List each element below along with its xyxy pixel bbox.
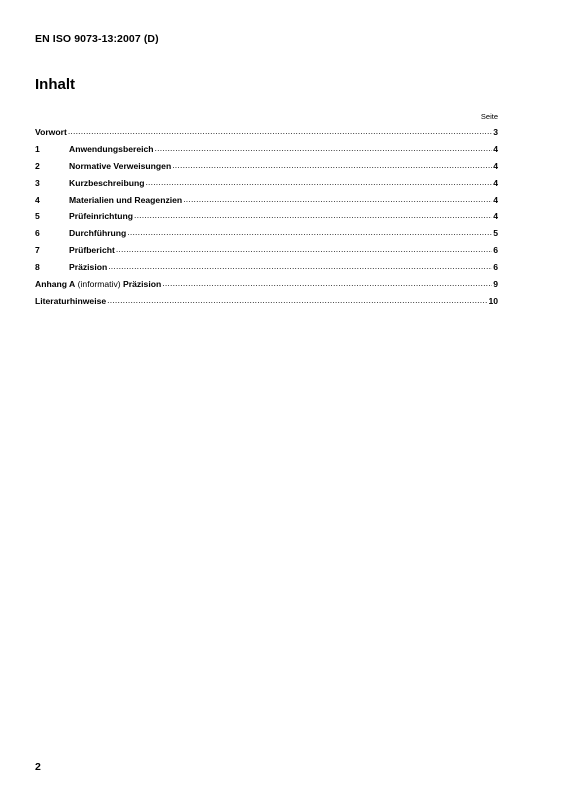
toc-leader-dots bbox=[162, 278, 492, 288]
toc-leader-dots bbox=[155, 143, 493, 153]
toc-entry-number: 8 bbox=[35, 262, 40, 273]
toc-entry-title: Materialien und Reagenzien bbox=[69, 194, 183, 205]
toc-entry-2[interactable] bbox=[35, 161, 498, 178]
toc-leader-dots bbox=[108, 261, 492, 271]
toc-entry-page: 4 bbox=[493, 143, 498, 154]
toc-annex-label: Anhang A bbox=[35, 279, 76, 290]
toc-entry-page: 4 bbox=[493, 194, 498, 205]
toc-entry-page: 4 bbox=[493, 160, 498, 171]
toc-entry-page: 5 bbox=[493, 228, 498, 239]
toc-leader-dots bbox=[107, 295, 487, 305]
toc-entry-6[interactable] bbox=[35, 228, 498, 245]
toc-entry-title: Durchführung bbox=[69, 228, 127, 239]
toc-entry-title bbox=[35, 279, 161, 289]
toc-entry-number: 6 bbox=[35, 228, 40, 239]
toc-entry-number: 4 bbox=[35, 194, 40, 205]
table-of-contents bbox=[35, 127, 498, 313]
toc-leader-dots bbox=[145, 177, 492, 187]
page-number: 2 bbox=[35, 761, 41, 773]
toc-entry-vorwort[interactable] bbox=[35, 127, 498, 144]
document-header: EN ISO 9073-13:2007 (D) bbox=[35, 33, 159, 45]
toc-title: Inhalt bbox=[35, 76, 75, 93]
toc-entry-page: 6 bbox=[493, 262, 498, 273]
toc-entry-title: Vorwort bbox=[35, 127, 67, 137]
toc-leader-dots bbox=[68, 126, 492, 136]
toc-entry-page: 6 bbox=[493, 245, 498, 256]
toc-entry-number: 3 bbox=[35, 177, 40, 188]
toc-leader-dots bbox=[172, 160, 492, 170]
toc-annex-informative: (informativ) bbox=[75, 279, 124, 290]
toc-entry-7[interactable] bbox=[35, 245, 498, 262]
toc-entry-title: Prüfbericht bbox=[69, 245, 115, 256]
toc-leader-dots bbox=[183, 194, 492, 204]
toc-entry-page: 4 bbox=[493, 177, 498, 188]
toc-entry-title: Literaturhinweise bbox=[35, 295, 107, 306]
toc-entry-number: 2 bbox=[35, 160, 40, 171]
toc-entry-page: 3 bbox=[493, 127, 498, 137]
toc-entry-title: Normative Verweisungen bbox=[69, 160, 172, 171]
toc-entry-number: 5 bbox=[35, 211, 40, 222]
toc-entry-number: 7 bbox=[35, 245, 40, 256]
toc-annex-title: Präzision bbox=[123, 279, 162, 290]
toc-entry-1[interactable] bbox=[35, 144, 498, 161]
toc-entry-title: Anwendungsbereich bbox=[69, 143, 154, 154]
toc-entry-page: 10 bbox=[488, 295, 498, 306]
toc-entry-3[interactable] bbox=[35, 178, 498, 195]
toc-entry-4[interactable] bbox=[35, 195, 498, 212]
page-column-label: Seite bbox=[480, 112, 498, 121]
toc-entry-title: Kurzbeschreibung bbox=[69, 177, 145, 188]
toc-entry-title: Prüfeinrichtung bbox=[69, 211, 133, 222]
toc-entry-title: Präzision bbox=[69, 262, 108, 273]
toc-leader-dots bbox=[134, 210, 492, 220]
toc-entry-page: 4 bbox=[493, 211, 498, 222]
toc-entry-8[interactable] bbox=[35, 262, 498, 279]
toc-entry-5[interactable] bbox=[35, 211, 498, 228]
toc-leader-dots bbox=[116, 244, 492, 254]
toc-entry-literaturhinweise[interactable] bbox=[35, 296, 498, 313]
toc-entry-page: 9 bbox=[493, 279, 498, 290]
toc-entry-number: 1 bbox=[35, 143, 40, 154]
toc-entry-anhang-a[interactable] bbox=[35, 279, 498, 296]
toc-leader-dots bbox=[127, 227, 492, 237]
